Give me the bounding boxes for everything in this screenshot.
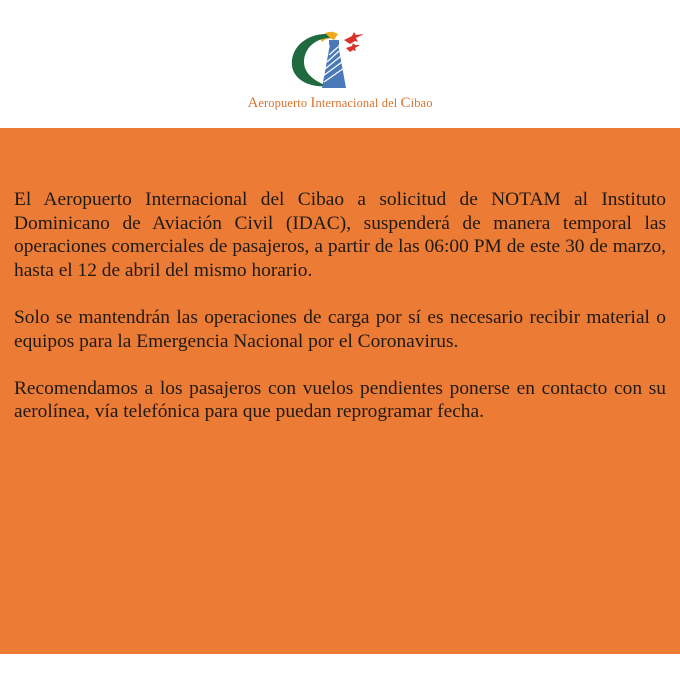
- notice-text: [14, 188, 666, 448]
- notice-paragraph: Solo se mantendrán las operaciones de carga por sí es necesario recibir material o equipos para la Emergencia Nacional por el Coronavirus.: [14, 306, 666, 352]
- notice-paragraph: Recomendamos a los pasajeros con vuelos pendientes ponerse en contacto con su aerolínea, vía telefónica para que puedan reprogramar fecha.: [14, 377, 666, 423]
- header: [0, 0, 680, 128]
- brand-name: Aeropuerto Internacional del Cibao: [247, 95, 433, 111]
- notice-paragraph: El Aeropuerto Internacional del Cibao a solicitud de NOTAM al Instituto Dominicano de Aviación Civil (IDAC), suspenderá de manera temporal las operaciones comerciales de pasajeros, a partir de las 06:00 PM de este 30 de marzo, hasta el 12 de abril del mismo horario.: [14, 189, 666, 281]
- airport-logo-icon: [280, 22, 380, 92]
- footer-strip: [0, 654, 680, 680]
